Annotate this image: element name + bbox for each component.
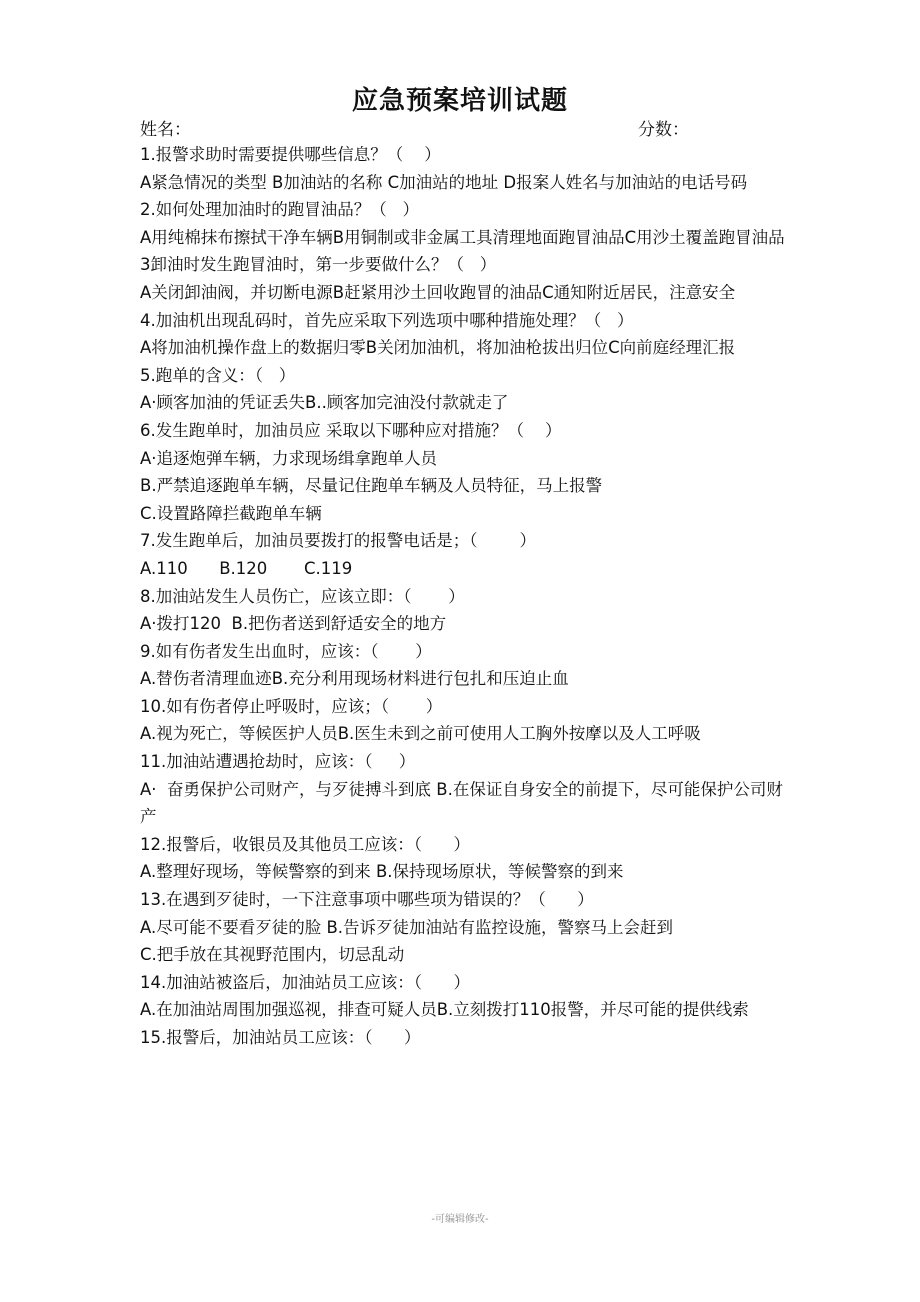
question-9: 9.如有伤者发生出血时，应该：（ ）	[140, 641, 432, 661]
question-4: 4.加油机出现乱码时，首先应采取下列选项中哪种措施处理？（ ）	[140, 310, 634, 330]
question-3: 3卸油时发生跑冒油时，第一步要做什么？（ ）	[140, 255, 497, 275]
question-7: 7.发生跑单后，加油员要拨打的报警电话是；（ ）	[140, 531, 536, 551]
question-5: 5.跑单的含义：（ ）	[140, 365, 296, 385]
question-10: 10.如有伤者停止呼吸时，应该；（ ）	[140, 696, 443, 716]
question-11-options: A· 奋勇保护公司财产，与歹徒搏斗到底 B.在保证自身安全的前提下，尽可能保护公司财产	[140, 779, 783, 827]
question-12: 12.报警后，收银员及其他员工应该：（ ）	[140, 834, 470, 854]
question-11: 11.加油站遭遇抢劫时，应该：（ ）	[140, 752, 416, 772]
question-9-options: A.替伤者清理血迹B.充分利用现场材料进行包扎和压迫止血	[140, 669, 569, 689]
question-2: 2.如何处理加油时的跑冒油品？（ ）	[140, 200, 419, 220]
document-title: 应急预案培训试题	[351, 86, 568, 116]
question-13-options-ab: A.尽可能不要看歹徒的脸 B.告诉歹徒加油站有监控设施，警察马上会赶到	[140, 917, 674, 937]
question-4-options: A将加油机操作盘上的数据归零B关闭加油机，将加油枪拔出归位C向前庭经理汇报	[140, 338, 736, 358]
page-footer: -可编辑修改-	[431, 1214, 489, 1225]
score-label: 分数：	[638, 120, 689, 140]
question-10-options: A.视为死亡，等候医护人员B.医生未到之前可使用人工胸外按摩以及人工呼吸	[140, 724, 701, 744]
question-12-options: A.整理好现场，等候警察的到来 B.保持现场原状，等候警察的到来	[140, 862, 624, 882]
question-8-options: A·拨打120 B.把伤者送到舒适安全的地方	[140, 614, 447, 634]
question-3-options: A关闭卸油阀，并切断电源B赶紧用沙土回收跑冒的油品C通知附近居民，注意安全	[140, 282, 736, 302]
question-5-options: A·顾客加油的凭证丢失B..顾客加完油没付款就走了	[140, 393, 509, 413]
question-1-options: A紧急情况的类型 B加油站的名称 C加油站的地址 D报案人姓名与加油站的电话号码	[140, 172, 748, 192]
question-list	[140, 141, 788, 1052]
question-15: 15.报警后，加油站员工应该：（ ）	[140, 1028, 421, 1047]
question-6-option-b: B.严禁追逐跑单车辆，尽量记住跑单车辆及人员特征，马上报警	[140, 476, 603, 496]
question-1: 1.报警求助时需要提供哪些信息？（ ）	[140, 145, 441, 164]
question-14-options: A.在加油站周围加强巡视，排查可疑人员B.立刻拨打110报警，并尽可能的提供线索	[140, 1000, 749, 1020]
question-14: 14.加油站被盗后，加油站员工应该：（ ）	[140, 972, 470, 992]
question-13: 13.在遇到歹徒时，一下注意事项中哪些项为错误的？（ ）	[140, 890, 594, 910]
question-8: 8.加油站发生人员伤亡，应该立即：（ ）	[140, 586, 465, 606]
question-7-options: A.110 B.120 C.119	[140, 558, 353, 578]
name-label: 姓名：	[140, 120, 191, 140]
header-row	[140, 115, 700, 141]
question-2-options: A用纯棉抹布擦拭干净车辆B用铜制或非金属工具清理地面跑冒油品C用沙土覆盖跑冒油品	[140, 227, 785, 247]
question-6-option-c: C.设置路障拦截跑单车辆	[140, 503, 322, 523]
question-13-option-c: C.把手放在其视野范围内，切忌乱动	[140, 945, 405, 965]
question-6-option-a: A·追逐炮弹车辆，力求现场缉拿跑单人员	[140, 448, 438, 468]
question-6: 6.发生跑单时，加油员应 采取以下哪种应对措施？（ ）	[140, 420, 562, 440]
